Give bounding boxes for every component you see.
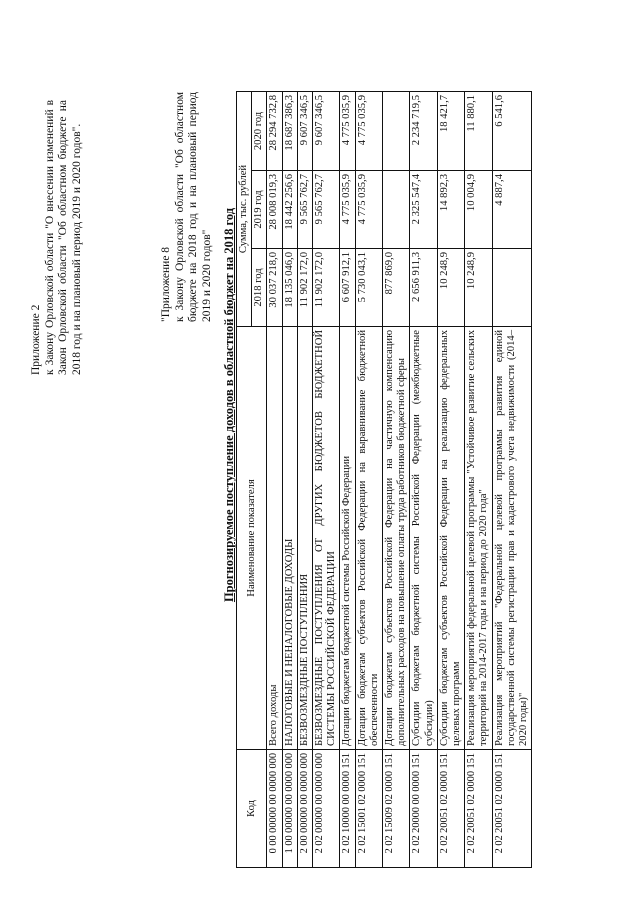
row-name: Дотации бюджетам субъектов Российской Федерации на частичную компенсацию дополнительных расходов на повышение оплаты труда работников бюджетной сферы: [383, 327, 410, 750]
row-value-2018: 2 656 911,3: [410, 249, 437, 327]
row-code: 2 02 15001 02 0000 151: [355, 750, 382, 868]
row-code: 0 00 00000 00 0000 000: [267, 750, 282, 868]
original-appendix-title: "Приложение 8: [160, 246, 172, 322]
appendix-text: к Закону Орловской области "О внесении изменений в Закон Орловской области "Об областном бюджете на 2018 год и на плановый период 2019 и 2020 годов".: [43, 100, 83, 375]
row-value-2020: 28 294 732,8: [267, 91, 282, 170]
column-header-code: Код: [237, 750, 267, 868]
row-value-2018: 10 248,9: [465, 249, 492, 327]
row-value-2019: 9 565 762,7: [313, 171, 340, 249]
row-name: Всего доходы: [267, 327, 282, 750]
row-code: 2 02 15009 02 0000 151: [383, 750, 410, 868]
original-appendix-header: [160, 92, 214, 322]
row-value-2018: 11 902 172,0: [297, 249, 312, 327]
table-row: [282, 91, 297, 867]
table-row: [383, 91, 410, 867]
row-value-2020: 4 775 035,9: [340, 91, 355, 170]
row-name: Субсидии бюджетам бюджетной системы Российской Федерации (межбюджетные субсидии): [410, 327, 437, 750]
original-appendix-text: к Закону Орловской области "Об областном бюджете на 2018 год и на плановый период 2019 и 2020 годов": [173, 92, 213, 322]
row-value-2018: 877 869,0: [383, 249, 410, 327]
row-value-2019: [383, 171, 410, 249]
row-code: 2 00 00000 00 0000 000: [297, 750, 312, 868]
table-header-row: [237, 91, 252, 867]
row-code: 2 02 20051 02 0000 151: [492, 750, 532, 868]
row-name: Субсидии бюджетам субъектов Российской Федерации на реализацию федеральных целевых программ: [437, 327, 464, 750]
row-value-2018: 11 902 172,0: [313, 249, 340, 327]
table-row: [340, 91, 355, 867]
row-name: Реализация мероприятий федеральной целевой программы "Устойчивое развитие сельских территорий на 2014-2017 годы и на период до 2020 года": [465, 327, 492, 750]
appendix-title: Приложение 2: [30, 304, 42, 375]
column-header-name: Наименование показателя: [237, 327, 267, 750]
row-value-2019: 14 892,3: [437, 171, 464, 249]
row-value-2018: [492, 249, 532, 327]
table-row: [313, 91, 340, 867]
row-name: Реализация мероприятий "Федеральной целевой программы развития единой государственной системы регистрации прав и кадастрового учета недвижимости (2014–2020 годы)": [492, 327, 532, 750]
row-value-2019: 2 325 547,4: [410, 171, 437, 249]
column-header-sum: Сумма, тыс. рублей: [237, 91, 252, 326]
row-value-2019: 4 775 035,9: [340, 171, 355, 249]
table-row: [267, 91, 282, 867]
row-value-2020: 6 541,6: [492, 91, 532, 170]
column-header-year-2018: 2018 год: [252, 249, 267, 327]
row-value-2019: 4 887,4: [492, 171, 532, 249]
row-value-2020: 9 607 346,5: [297, 91, 312, 170]
row-value-2020: 11 880,1: [465, 91, 492, 170]
row-value-2019: 10 004,9: [465, 171, 492, 249]
row-value-2020: 18 421,7: [437, 91, 464, 170]
row-value-2018: 5 730 043,1: [355, 249, 382, 327]
row-value-2019: 9 565 762,7: [297, 171, 312, 249]
table-row: [410, 91, 437, 867]
row-value-2018: 30 037 218,0: [267, 249, 282, 327]
table-row: [297, 91, 312, 867]
table-row: [492, 91, 532, 867]
row-value-2019: 4 775 035,9: [355, 171, 382, 249]
row-code: 2 02 10000 00 0000 151: [340, 750, 355, 868]
row-value-2019: 18 442 256,6: [282, 171, 297, 249]
row-name: БЕЗВОЗМЕЗДНЫЕ ПОСТУПЛЕНИЯ ОТ ДРУГИХ БЮДЖЕТОВ БЮДЖЕТНОЙ СИСТЕМЫ РОССИЙСКОЙ ФЕДЕРАЦИИ: [313, 327, 340, 750]
column-header-year-2020: 2020 год: [252, 91, 267, 170]
row-value-2018: 10 248,9: [437, 249, 464, 327]
row-code: 2 02 20000 00 0000 151: [410, 750, 437, 868]
table-row: [437, 91, 464, 867]
row-name: НАЛОГОВЫЕ И НЕНАЛОГОВЫЕ ДОХОДЫ: [282, 327, 297, 750]
row-name: Дотации бюджетам субъектов Российской Федерации на выравнивание бюджетной обеспеченности: [355, 327, 382, 750]
table-row: [355, 91, 382, 867]
document-title: Прогнозируемое поступление доходов в областной бюджет на 2018 год: [222, 207, 236, 603]
table-row: [465, 91, 492, 867]
column-header-year-2019: 2019 год: [252, 171, 267, 249]
row-value-2020: 9 607 346,5: [313, 91, 340, 170]
row-value-2018: 6 607 912,1: [340, 249, 355, 327]
row-value-2019: 28 008 019,3: [267, 171, 282, 249]
row-name: Дотации бюджетам бюджетной системы Российской Федерации: [340, 327, 355, 750]
row-value-2020: 2 234 719,5: [410, 91, 437, 170]
row-value-2020: 18 687 386,3: [282, 91, 297, 170]
row-code: 2 02 20051 02 0000 151: [437, 750, 464, 868]
row-value-2020: [383, 91, 410, 170]
row-value-2020: 4 775 035,9: [355, 91, 382, 170]
revenue-table: [236, 91, 532, 868]
appendix-header: [30, 100, 84, 375]
row-value-2018: 18 135 046,0: [282, 249, 297, 327]
row-code: 1 00 00000 00 0000 000: [282, 750, 297, 868]
row-code: 2 02 20051 02 0000 151: [465, 750, 492, 868]
row-name: БЕЗВОЗМЕЗДНЫЕ ПОСТУПЛЕНИЯ: [297, 327, 312, 750]
row-code: 2 02 00000 00 0000 000: [313, 750, 340, 868]
